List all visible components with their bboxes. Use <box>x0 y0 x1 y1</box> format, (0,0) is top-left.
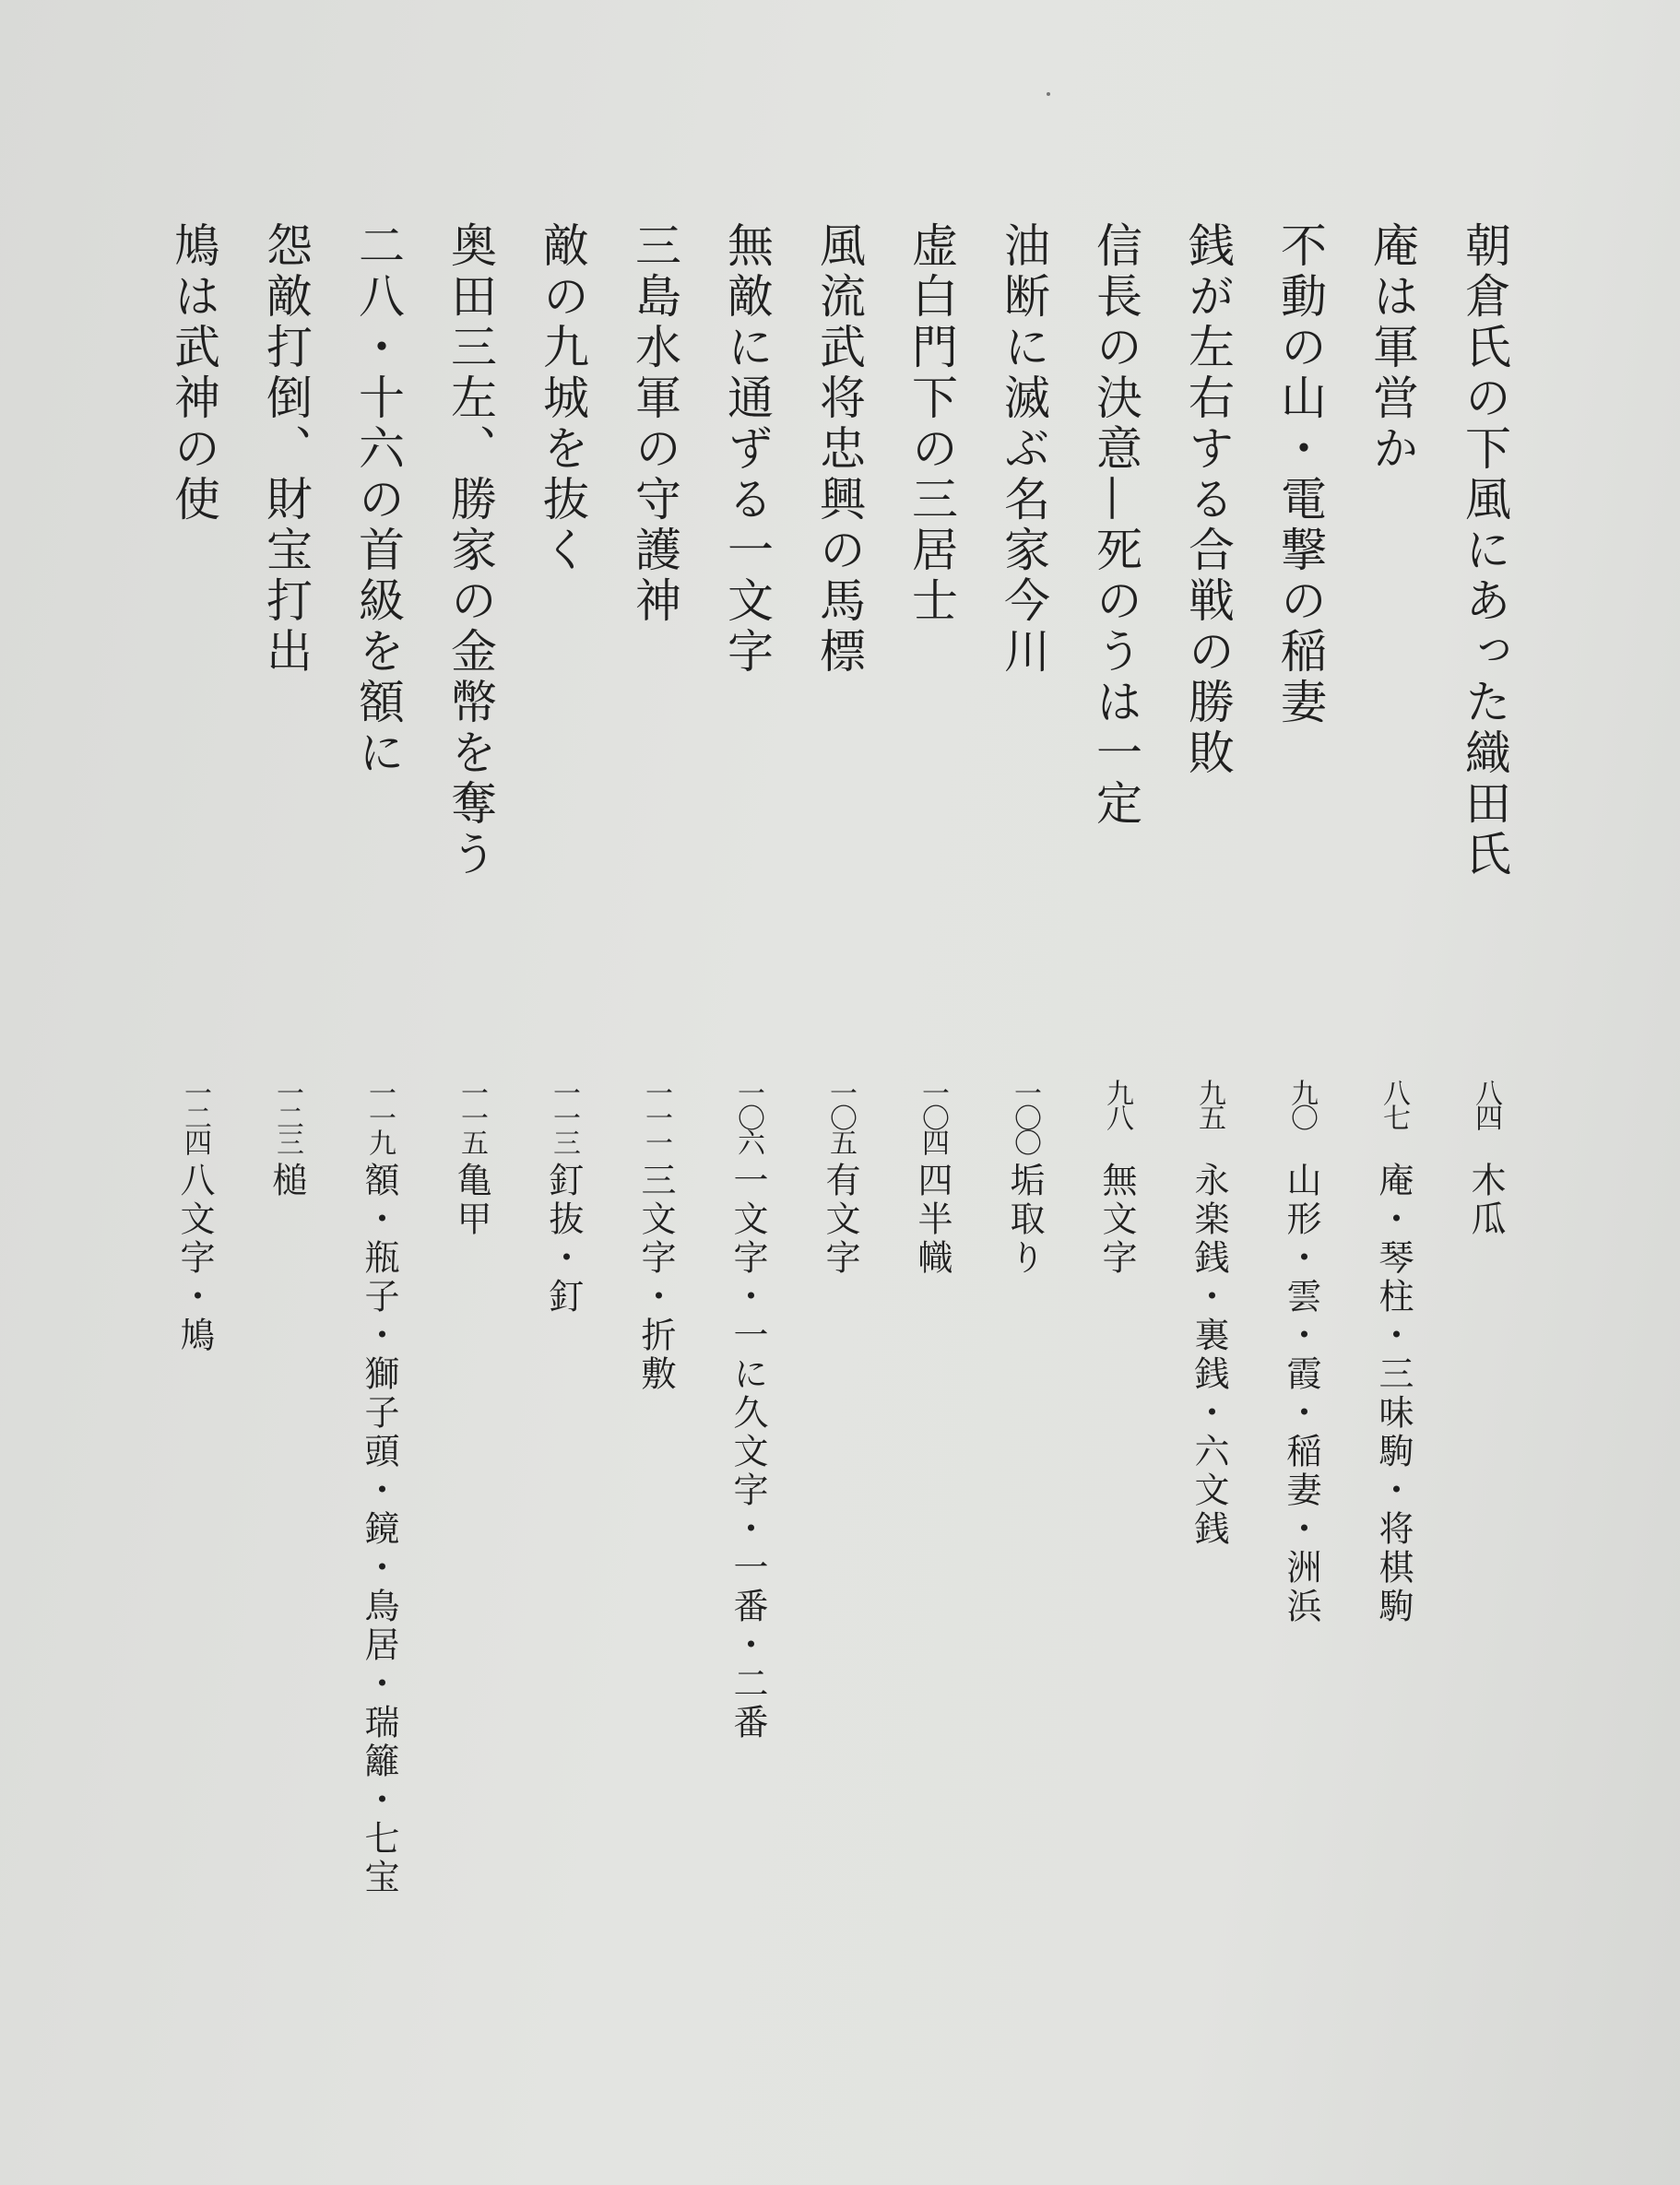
crest-names: 庵・琴柱・三味駒・将棋駒 <box>1373 1162 1414 1626</box>
page-number: 一〇四 <box>917 1079 949 1153</box>
page-number: 一一五 <box>455 1079 488 1153</box>
crest-names: 亀甲 <box>451 1162 491 1239</box>
page-number: 一一一 <box>640 1079 672 1153</box>
chapter-title: 虚白門下の三居士 <box>905 221 958 627</box>
page-number: 一〇六 <box>732 1079 764 1153</box>
page-number: 一〇〇 <box>1009 1079 1041 1153</box>
chapter-title: 敵の九城を抜く <box>536 221 589 576</box>
toc-entry <box>705 0 788 2185</box>
toc-entry <box>1166 0 1249 2185</box>
toc-entry <box>1259 0 1342 2185</box>
chapter-title: 二八・十六の首級を額に <box>351 221 405 779</box>
chapter-title: 鳩は武神の使 <box>167 221 220 526</box>
crest-names: 永楽銭・裏銭・六文銭 <box>1189 1162 1229 1549</box>
chapter-title: 三島水軍の守護神 <box>628 221 681 627</box>
crest-names: 木瓜 <box>1465 1162 1506 1239</box>
toc-entry <box>613 0 696 2185</box>
crest-names: 額・瓶子・獅子頭・鏡・鳥居・瑞籬・七宝 <box>359 1162 399 1897</box>
page-number: 九八 <box>1101 1079 1133 1128</box>
page-number: 一二三 <box>271 1079 303 1153</box>
crest-names: 一文字・一に久文字・一番・二番 <box>728 1162 768 1742</box>
chapter-title: 銭が左右する合戦の勝敗 <box>1181 221 1235 779</box>
toc-entry <box>521 0 604 2185</box>
chapter-title: 不動の山・電撃の稲妻 <box>1273 221 1327 728</box>
page-number: 八四 <box>1470 1079 1502 1128</box>
toc-entry <box>982 0 1065 2185</box>
chapter-title: 朝倉氏の下風にあった織田氏 <box>1458 221 1511 880</box>
crest-names: 槌 <box>266 1162 307 1200</box>
chapter-title: 庵は軍営か <box>1366 221 1419 475</box>
chapter-title: 信長の決意—死のうは一定 <box>1089 221 1142 830</box>
chapter-title: 風流武将忠興の馬標 <box>812 221 866 678</box>
page-number: 一〇五 <box>824 1079 857 1153</box>
toc-entry <box>1074 0 1157 2185</box>
page-number: 八七 <box>1378 1079 1410 1128</box>
toc-entry <box>152 0 235 2185</box>
toc-entry <box>1443 0 1526 2185</box>
crest-names: 有文字 <box>820 1162 860 1278</box>
toc-entry <box>1351 0 1434 2185</box>
toc-entry <box>337 0 420 2185</box>
page-number: 一一九 <box>363 1079 396 1153</box>
crest-names: 釘抜・釘 <box>543 1162 584 1317</box>
toc-entry <box>429 0 512 2185</box>
chapter-title: 油断に滅ぶ名家今川 <box>997 221 1050 678</box>
toc-entry <box>890 0 973 2185</box>
chapter-title: 無敵に通ずる一文字 <box>720 221 774 678</box>
crest-names: 垢取り <box>1004 1162 1045 1278</box>
toc-entry <box>798 0 881 2185</box>
crest-names: 四半幟 <box>912 1162 952 1278</box>
crest-names: 山形・雲・霞・稲妻・洲浜 <box>1281 1162 1321 1626</box>
page-number: 一二四 <box>179 1079 211 1153</box>
page-number: 九〇 <box>1285 1079 1318 1128</box>
toc-entry <box>244 0 327 2185</box>
page-number: 九五 <box>1193 1079 1225 1128</box>
page-number: 一一三 <box>548 1079 580 1153</box>
crest-names: 無文字 <box>1096 1162 1137 1278</box>
chapter-title: 奥田三左、勝家の金幣を奪う <box>444 221 497 880</box>
chapter-title: 怨敵打倒、財宝打出 <box>259 221 313 678</box>
crest-names: 八文字・鳩 <box>174 1162 215 1355</box>
crest-names: 三文字・折敷 <box>635 1162 676 1394</box>
